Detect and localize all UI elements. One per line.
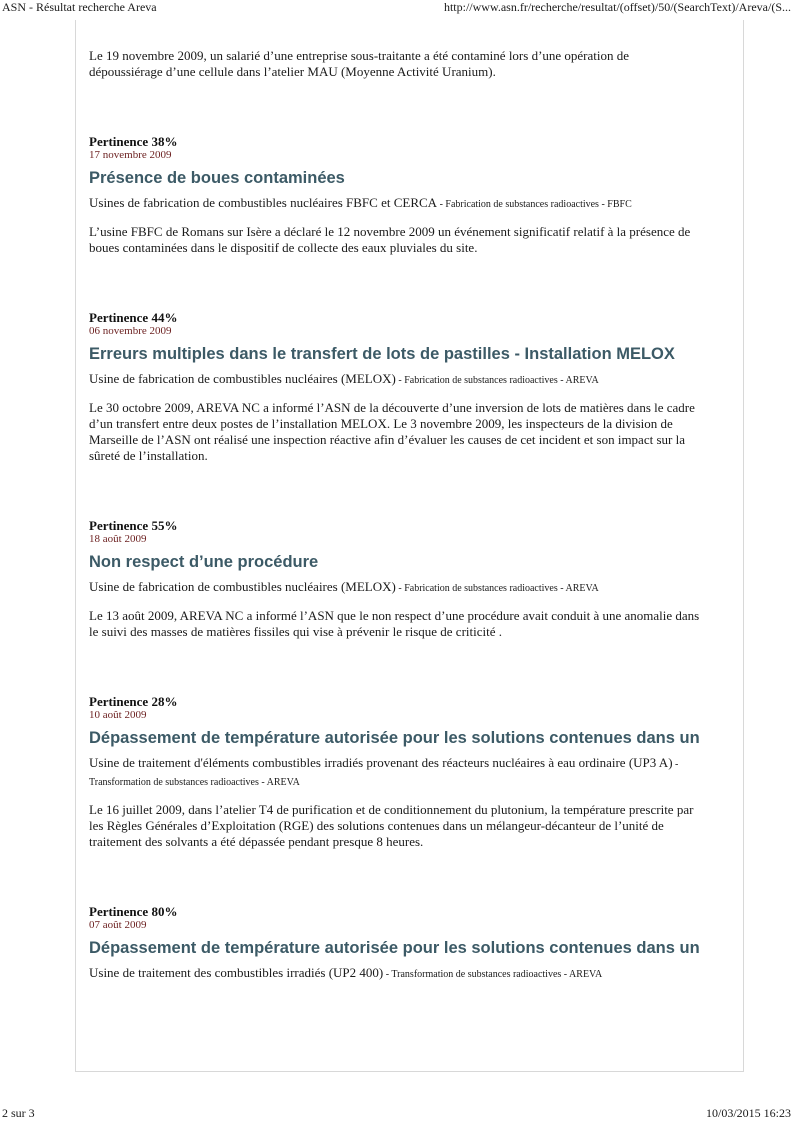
result-title-link[interactable]: Non respect d’une procédure — [89, 553, 319, 571]
pertinence-score: Pertinence 55% — [89, 518, 178, 533]
result-title-link[interactable]: Présence de boues contaminées — [89, 169, 345, 187]
result-category: - Transformation de substances radioactives - AREVA — [89, 759, 679, 788]
result-category: - Transformation de substances radioactives - AREVA — [383, 969, 603, 980]
print-header — [0, 0, 793, 16]
result-summary: L’usine FBFC de Romans sur Isère a déclaré le 12 novembre 2009 un événement significatif relatif à la présence de boues contaminées dans le dispositif de collecte des eaux pluviales du site. — [89, 224, 691, 255]
facility-name: Usine de traitement d'éléments combustibles irradiés provenant des réacteurs nucléaires à eau ordinaire (UP3 A) — [89, 755, 673, 770]
result-title-link[interactable]: Dépassement de température autorisée pour les solutions contenues dans un — [89, 939, 700, 957]
pertinence-score: Pertinence 80% — [89, 904, 178, 919]
result-title — [89, 552, 701, 573]
result-item — [89, 518, 701, 640]
result-facility — [89, 371, 701, 389]
pertinence-score: Pertinence 28% — [89, 694, 178, 709]
main-content — [75, 20, 744, 1072]
result-facility — [89, 965, 701, 983]
result-facility — [89, 755, 701, 791]
result-date: 06 novembre 2009 — [89, 325, 172, 337]
facility-name: Usine de fabrication de combustibles nucléaires (MELOX) — [89, 371, 396, 386]
result-title-link[interactable]: Erreurs multiples dans le transfert de lots de pastilles - Installation MELOX — [89, 345, 675, 363]
search-results — [89, 48, 701, 983]
pertinence-score: Pertinence 44% — [89, 310, 178, 325]
result-item — [89, 904, 701, 983]
intro-summary: Le 19 novembre 2009, un salarié d’une entreprise sous-traitante a été contaminé lors d’une opération de dépoussiérage d’une cellule dans l’atelier MAU (Moyenne Activité Uranium). — [89, 48, 630, 79]
result-facility — [89, 195, 701, 213]
result-title — [89, 938, 701, 959]
result-date: 10 août 2009 — [89, 709, 147, 721]
print-datetime: 10/03/2015 16:23 — [705, 1106, 791, 1120]
result-title — [89, 344, 701, 365]
result-date: 17 novembre 2009 — [89, 149, 172, 161]
result-item — [89, 694, 701, 850]
pertinence-score: Pertinence 38% — [89, 134, 178, 149]
facility-name: Usine de fabrication de combustibles nucléaires (MELOX) — [89, 579, 396, 594]
result-date: 07 août 2009 — [89, 919, 147, 931]
result-category: - Fabrication de substances radioactives - AREVA — [395, 375, 599, 386]
result-summary: Le 30 octobre 2009, AREVA NC a informé l’ASN de la découverte d’une inversion de lots de matières dans le cadre d’un transfert entre deux postes de l’installation MELOX. Le 3 novembre 2009, les inspecteurs de la division de Marseille de l’ASN ont réalisé une inspection réactive afin d’évaluer les causes de cet incident et son impact sur la sûreté de l’installation. — [89, 400, 695, 463]
result-item — [89, 134, 701, 256]
facility-name: Usine de traitement des combustibles irradiés (UP2 400) — [89, 965, 384, 980]
result-title-link[interactable]: Dépassement de température autorisée pour les solutions contenues dans un — [89, 729, 700, 747]
result-title — [89, 168, 701, 189]
result-facility — [89, 579, 701, 597]
result-category: - Fabrication de substances radioactives - AREVA — [395, 583, 599, 594]
result-summary: Le 16 juillet 2009, dans l’atelier T4 de purification et de conditionnement du plutonium, la température prescrite par les Règles Générales d’Exploitation (RGE) des solutions contenues dans un mélangeur-décanteur de l’unité de traitement des solvants a été dépassée pendant presque 8 heures. — [89, 802, 694, 849]
result-date: 18 août 2009 — [89, 533, 147, 545]
facility-name: Usines de fabrication de combustibles nucléaires FBFC et CERCA — [89, 195, 438, 210]
print-footer — [0, 1106, 793, 1122]
result-title — [89, 728, 701, 749]
result-category: - Fabrication de substances radioactives - FBFC — [437, 199, 632, 210]
page-title: ASN - Résultat recherche Areva — [2, 0, 157, 14]
page-number: 2 sur 3 — [2, 1106, 35, 1120]
result-item — [89, 310, 701, 464]
result-summary: Le 13 août 2009, AREVA NC a informé l’ASN que le non respect d’une procédure avait conduit à une anomalie dans le suivi des masses de matières fissiles qui vise à prévenir le risque de criticité . — [89, 608, 700, 639]
page-url: http://www.asn.fr/recherche/resultat/(offset)/50/(SearchText)/Areva/(S... — [443, 0, 791, 14]
